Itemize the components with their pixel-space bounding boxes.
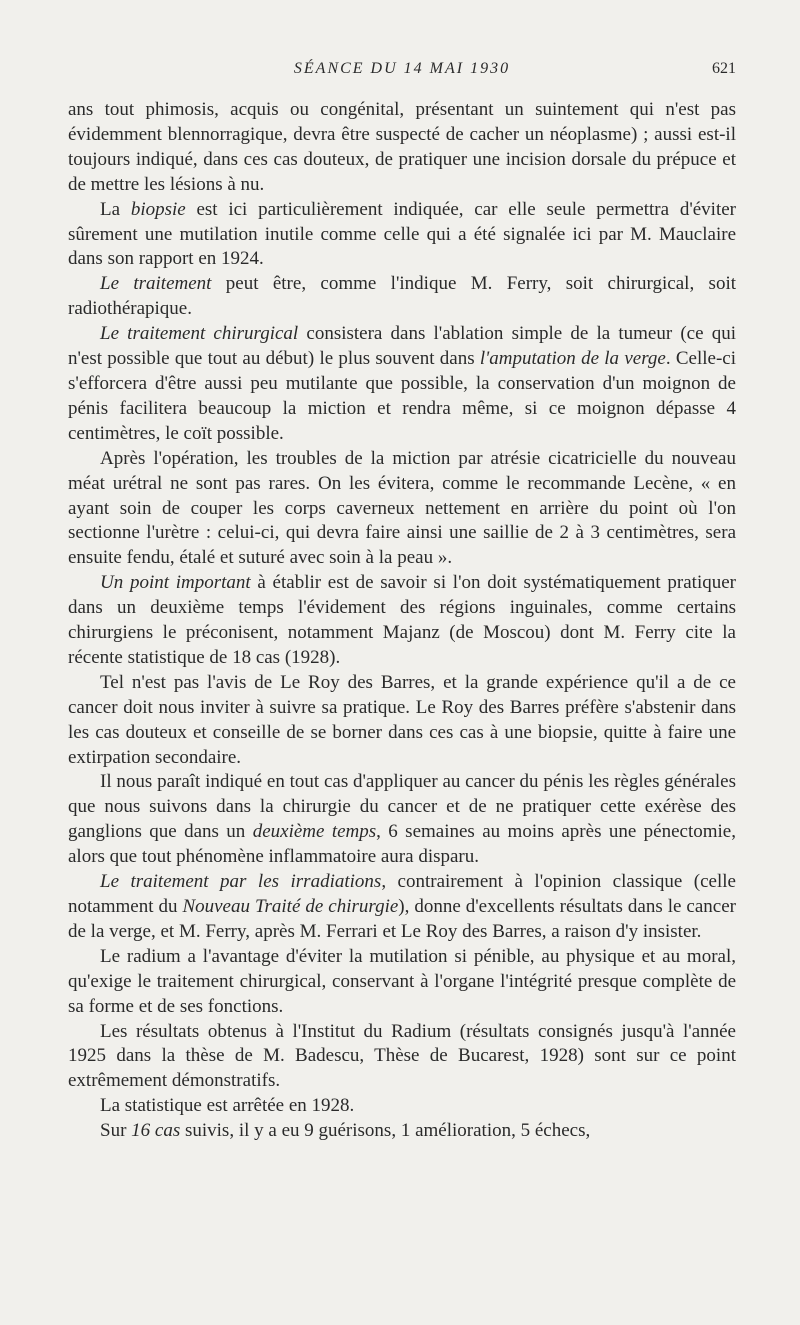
- text-run: La: [100, 198, 131, 220]
- text-run: est ici particulièrement indiquée, car elle seule permettra d'éviter sûrement une mutilation inutile comme celle qui a été signalée ici par M. Mauclaire dans son rapport en 1924.: [68, 198, 736, 270]
- text-run: ), donne d'excellents résultats dans le cancer de la verge, et M. Ferry, après M. Ferrari et Le Roy des Barres, a raison d'y insister.: [68, 896, 736, 942]
- paragraph: [68, 770, 736, 870]
- paragraph: [68, 1020, 736, 1095]
- text-run: , 6 semaines au moins après une pénectomie, alors que tout phénomène inflammatoire aura disparu.: [68, 821, 736, 868]
- italic-text: Le traitement chirurgical: [100, 323, 299, 345]
- italic-text: Le traitement par les irradiations: [100, 871, 382, 893]
- paragraph: [68, 322, 736, 447]
- paragraph: [68, 870, 736, 945]
- italic-text: deuxième temps: [252, 821, 377, 843]
- text-run: peut être, comme l'indique M. Ferry, soit chirurgical, soit radiothérapique.: [68, 273, 736, 320]
- text-run: . Celle-ci s'efforcera d'être aussi peu mutilante que possible, la conservation d'un moignon de pénis facilitera beaucoup la miction et rendra même, si ce moignon dépasse 4 centimètres, le coït possible.: [68, 348, 736, 444]
- italic-text: Nouveau Traité de chirurgie: [182, 896, 399, 917]
- paragraph: [68, 571, 736, 671]
- text-run: Les résultats obtenus à l'Institut du Radium (résultats consignés jusqu'à l'année 1925 dans la thèse de M. Badescu, Thèse de Bucarest, 1928) sont sur ce point extrêmement démonstratifs.: [68, 1020, 736, 1092]
- italic-text: Un point important: [100, 572, 251, 594]
- text-run: Sur: [100, 1120, 132, 1142]
- paragraph: [68, 671, 736, 771]
- text-run: Il nous paraît indiqué en tout cas d'appliquer au cancer du pénis les règles générales que nous suivons dans la chirurgie du cancer et de ne pratiquer cette exérèse des ganglions que dans un: [68, 771, 736, 843]
- italic-text: biopsie: [130, 198, 186, 220]
- body-text: [68, 98, 736, 1144]
- italic-text: Le traitement: [100, 273, 212, 295]
- paragraph: [68, 198, 736, 273]
- text-run: suivis, il y a eu 9 guérisons, 1 amélioration, 5 échecs,: [180, 1120, 591, 1142]
- text-run: Après l'opération, les troubles de la miction par atrésie cicatricielle du nouveau méat urétral ne sont pas rares. On les évitera, comme le recommande Lecène, « en ayant soin de couper les corps caverneux nettement en arrière du point où l'on sectionne l'urètre : celui-ci, qui devra faire ainsi une saillie de 2 à 3 centimètres, sera ensuite fendu, étalé et suturé avec soin à la peau ».: [68, 447, 736, 569]
- text-run: consistera dans l'ablation simple de la tumeur (ce qui n'est possible que tout au début) le plus souvent dans: [68, 323, 736, 370]
- text-run: , contrairement à l'opinion classique (celle notamment du: [68, 871, 736, 917]
- paragraph: [68, 98, 736, 198]
- running-title: SÉANCE DU 14 MAI 1930: [293, 60, 511, 77]
- paragraph: [68, 272, 736, 322]
- paragraph: [68, 1119, 736, 1144]
- paragraph: [68, 1094, 736, 1119]
- text-run: ans tout phimosis, acquis ou congénital, présentant un suintement qui n'est pas évidemment blennorragique, devra être suspecté de cacher un néoplasme) ; aussi est-il toujours indiqué, dans ces cas douteux, de pratiquer une incision dorsale du prépuce et de mettre les lésions à nu.: [68, 99, 736, 195]
- text-run: Tel n'est pas l'avis de Le Roy des Barres, et la grande expérience qu'il a de ce cancer doit nous inviter à suivre sa pratique. Le Roy des Barres préfère s'abstenir dans les cas douteux et conseille de se borner dans ces cas à une biopsie, quitte à faire une extirpation secondaire.: [68, 671, 736, 768]
- running-head: [68, 60, 736, 88]
- text-run: à établir est de savoir si l'on doit systématiquement pratiquer dans un deuxième temps l'évidement des régions inguinales, comme certains chirurgiens le préconisent, notamment Majanz (de Moscou) dont M. Ferry cite la récente statistique de 18 cas (1928).: [68, 572, 736, 668]
- italic-text: l'amputation de la verge: [479, 348, 666, 370]
- paragraph: [68, 447, 736, 572]
- italic-text: 16 cas: [131, 1120, 181, 1142]
- text-run: Le radium a l'avantage d'éviter la mutilation si pénible, au physique et au moral, qu'exige le traitement chirurgical, conservant à l'organe l'intégrité presque complète de sa forme et de ses fonctions.: [68, 945, 736, 1017]
- page-number: 621: [712, 60, 736, 77]
- text-run: La statistique est arrêtée en 1928.: [100, 1095, 355, 1117]
- paragraph: [68, 945, 736, 1020]
